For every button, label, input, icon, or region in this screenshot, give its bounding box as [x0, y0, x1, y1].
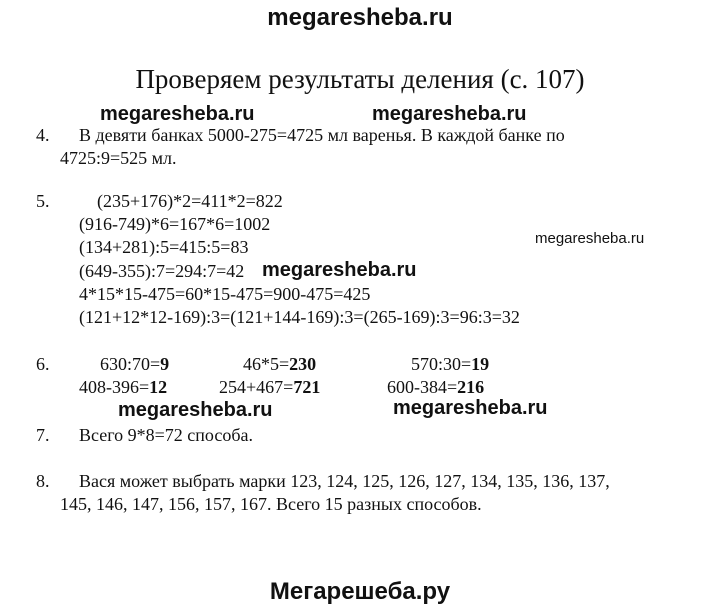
- task-6-item: [79, 377, 167, 398]
- task-4-line-1: В девяти банках 5000-275=4725 мл варенья. В каждой банке по: [79, 125, 565, 145]
- watermark: megaresheba.ru: [100, 103, 255, 125]
- task-6-answer: 216: [457, 377, 485, 397]
- task-8-line-1: Вася может выбрать марки 123, 124, 125, 126, 127, 134, 135, 136, 137,: [79, 471, 610, 491]
- watermark: megaresheba.ru: [535, 230, 645, 247]
- page-title: Проверяем результаты деления (с. 107): [135, 64, 585, 94]
- task-6-item: [100, 354, 169, 375]
- task-7-number: 7.: [36, 425, 50, 445]
- watermark: megaresheba.ru: [262, 259, 417, 281]
- task-6-answer: 19: [471, 354, 490, 374]
- task-6-expression: 630:70=: [100, 354, 161, 374]
- watermark: megaresheba.ru: [393, 397, 548, 419]
- task-5-line: 4*15*15-475=60*15-475=900-475=425: [79, 284, 371, 304]
- task-6-answer: 230: [289, 354, 317, 374]
- watermark-bottom: Мегарешеба.ру: [269, 578, 451, 605]
- task-6-item: [219, 377, 320, 398]
- task-6-answer: 721: [293, 377, 321, 397]
- task-6-item: [411, 354, 489, 375]
- task-6-expression: 408-396=: [79, 377, 150, 397]
- task-6-item: [243, 354, 316, 375]
- task-6-item: [387, 377, 484, 398]
- task-5-line: (121+12*12-169):3=(121+144-169):3=(265-169):3=96:3=32: [79, 307, 520, 327]
- task-5-number: 5.: [36, 191, 50, 211]
- task-4-number: 4.: [36, 125, 50, 145]
- task-5-line: (649-355):7=294:7=42: [79, 261, 245, 281]
- task-6-expression: 254+467=: [219, 377, 294, 397]
- task-6-expression: 570:30=: [411, 354, 472, 374]
- task-5-line: (134+281):5=415:5=83: [79, 237, 249, 257]
- task-5-line: (235+176)*2=411*2=822: [97, 191, 283, 211]
- watermark-top: megaresheba.ru: [267, 4, 453, 31]
- watermark: megaresheba.ru: [118, 399, 273, 421]
- task-8-number: 8.: [36, 471, 50, 491]
- task-6-answer: 12: [149, 377, 168, 397]
- task-4-line-2: 4725:9=525 мл.: [60, 148, 177, 168]
- task-6-expression: 600-384=: [387, 377, 458, 397]
- task-5-line: (916-749)*6=167*6=1002: [79, 214, 271, 234]
- task-6-answer: 9: [160, 354, 170, 374]
- task-6-expression: 46*5=: [243, 354, 290, 374]
- watermark: megaresheba.ru: [372, 103, 527, 125]
- task-7-text: Всего 9*8=72 способа.: [79, 425, 253, 445]
- task-8-line-2: 145, 146, 147, 156, 157, 167. Всего 15 разных способов.: [60, 494, 482, 514]
- task-6-number: 6.: [36, 354, 50, 374]
